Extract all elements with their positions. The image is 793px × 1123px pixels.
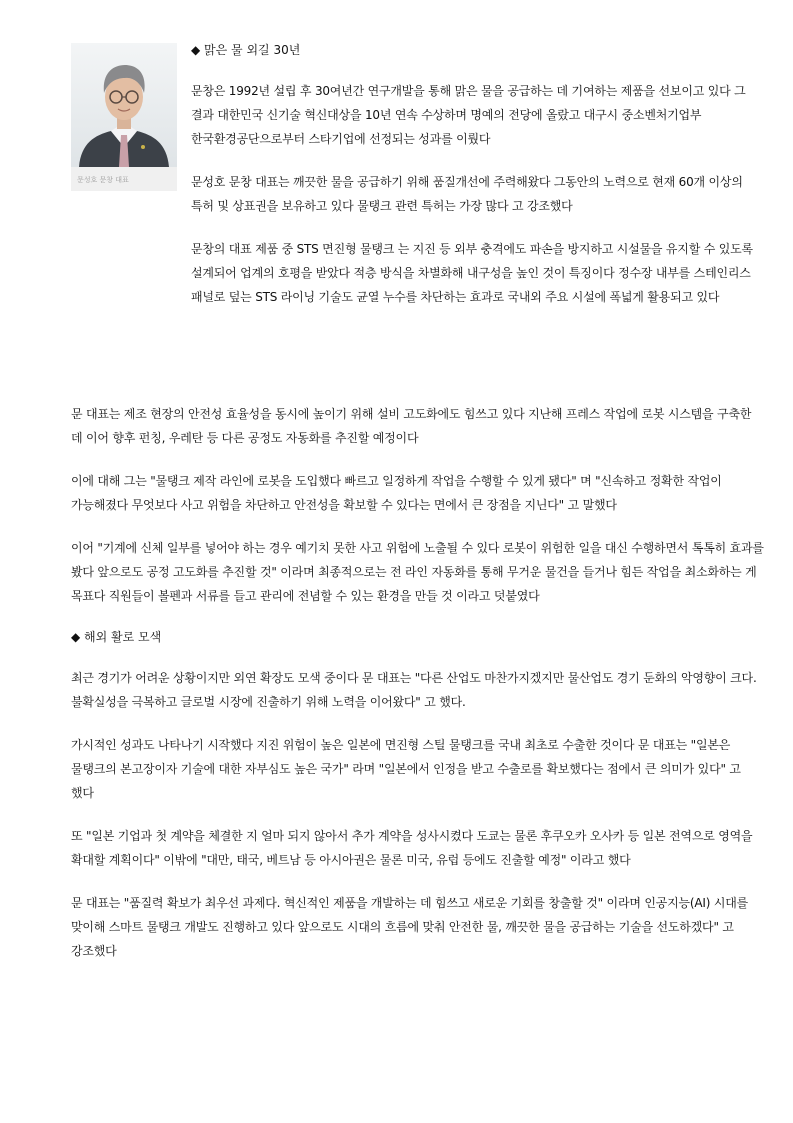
paragraph: 문 대표는 "품질력 확보가 최우선 과제다. 혁신적인 제품을 개발하는 데 힘쓰고 새로운 기회를 창출할 것" 이라며 인공지능(AI) 시대를 맞이해 스마트 물탱크 개발도 진행하고 있다 앞으로도 시대의 흐름에 맞춰 안전한 물, 깨끗한 물을 공급하는 기술을 선도하겠다" 고 강조했다 [71, 896, 749, 958]
section-heading-clean-water: ◆ 맑은 물 외길 30년 [191, 43, 301, 57]
paragraph: 문창은 1992년 설립 후 30여년간 연구개발을 통해 맑은 물을 공급하는 데 기여하는 제품을 선보이고 있다 그 결과 대한민국 신기술 혁신대상을 10년 연속 수상하며 명예의 전당에 올랐고 대구시 중소벤처기업부 한국환경공단으로부터 스타기업에 선정되는 성과를 이뤘다 [191, 84, 746, 146]
portrait-illustration [71, 43, 177, 167]
paragraph: 최근 경기가 어려운 상황이지만 외연 확장도 모색 중이다 문 대표는 "다른 산업도 마찬가지겠지만 물산업도 경기 둔화의 악영향이 크다. 불확실성을 극복하고 글로벌 시장에 진출하기 위해 노력을 이어왔다" 고 했다. [71, 671, 757, 709]
paragraph: 가시적인 성과도 나타나기 시작했다 지진 위험이 높은 일본에 면진형 스틸 물탱크를 국내 최초로 수출한 것이다 문 대표는 "일본은 물탱크의 본고장이자 기술에 대한 자부심도 높은 국가" 라며 "일본에서 인정을 받고 수출로를 확보했다는 점에서 큰 의미가 있다" 고 했다 [71, 738, 741, 800]
portrait-figure [71, 43, 177, 191]
paragraph: 또 "일본 기업과 첫 계약을 체결한 지 얼마 되지 않아서 추가 계약을 성사시켰다 도쿄는 물론 후쿠오카 오사카 등 일본 전역으로 영역을 확대할 계획이다" 이밖에 "대만, 태국, 베트남 등 아시아권은 물론 미국, 유럽 등에도 진출할 예정" 이라고 했다 [71, 829, 753, 867]
portrait-photo [71, 43, 177, 167]
paragraph: 문창의 대표 제품 중 STS 면진형 물탱크 는 지진 등 외부 충격에도 파손을 방지하고 시설물을 유지할 수 있도록 설계되어 업계의 호평을 받았다 적층 방식을 차별화해 내구성을 높인 것이 특징이다 정수장 내부를 스테인리스 패널로 덮는 STS 라이닝 기술도 균열 누수를 차단하는 효과로 국내외 주요 시설에 폭넓게 활용되고 있다 [191, 242, 753, 304]
section-heading-overseas: ◆ 해외 활로 모색 [71, 630, 162, 644]
article-body [71, 402, 766, 982]
paragraph: 문성호 문창 대표는 깨끗한 물을 공급하기 위해 품질개선에 주력해왔다 그동안의 노력으로 현재 60개 이상의 특허 및 상표권을 보유하고 있다 물탱크 관련 특허는 가장 많다 고 강조했다 [191, 175, 743, 213]
intro-column [191, 40, 766, 328]
paragraph: 이어 "기계에 신체 일부를 넣어야 하는 경우 예기치 못한 사고 위험에 노출될 수 있다 로봇이 위험한 일을 대신 수행하면서 톡톡히 효과를 봤다 앞으로도 공정 고도화를 추진할 것" 이라며 최종적으로는 전 라인 자동화를 통해 무거운 물건을 들거나 힘든 작업을 최소화하는 게 목표다 직원들이 볼펜과 서류를 들고 관리에 전념할 수 있는 환경을 만들 것 이라고 덧붙였다 [71, 541, 764, 603]
paragraph: 이에 대해 그는 "물탱크 제작 라인에 로봇을 도입했다 빠르고 일정하게 작업을 수행할 수 있게 됐다" 며 "신속하고 정확한 작업이 가능해졌다 무엇보다 사고 위험을 차단하고 안전성을 확보할 수 있다는 면에서 큰 장점을 지닌다" 고 말했다 [71, 474, 722, 512]
photo-caption: 문성호 문창 대표 [77, 176, 129, 184]
paragraph: 문 대표는 제조 현장의 안전성 효율성을 동시에 높이기 위해 설비 고도화에도 힘쓰고 있다 지난해 프레스 작업에 로봇 시스템을 구축한 데 이어 향후 펀칭, 우레탄 등 다른 공정도 자동화를 추진할 예정이다 [71, 407, 752, 445]
